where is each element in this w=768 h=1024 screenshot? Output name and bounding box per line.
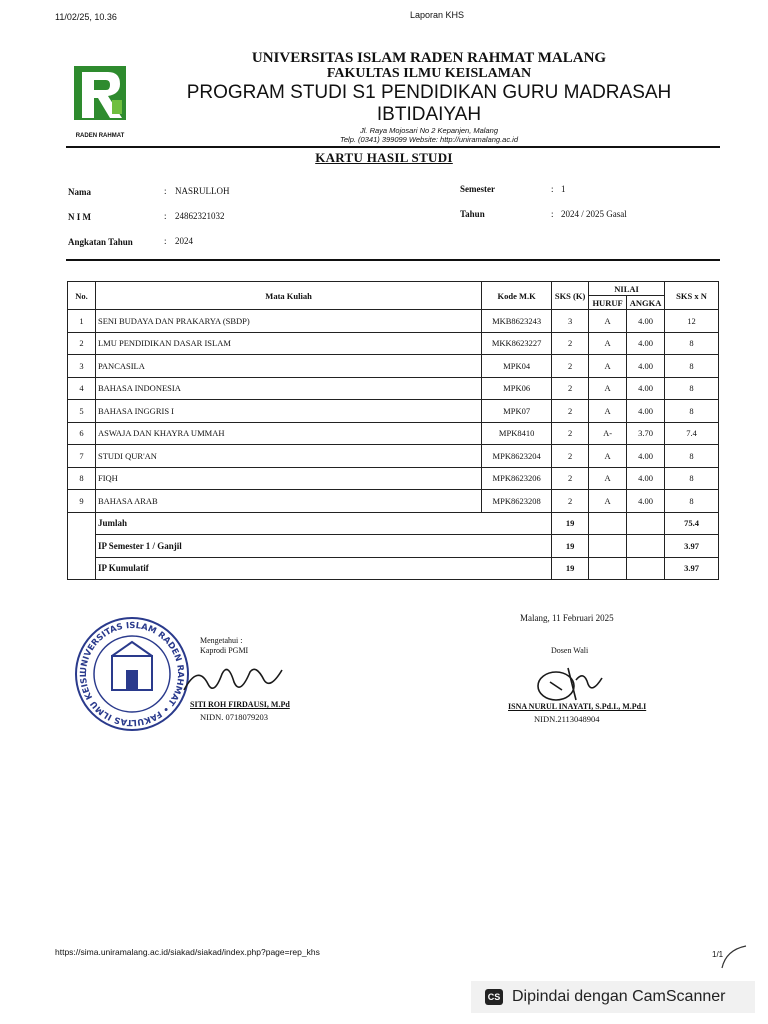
header-kode: Kode M.K	[482, 282, 552, 310]
summary-sks: 19	[552, 557, 589, 580]
row-no: 2	[68, 332, 96, 355]
row-kode: MPK07	[482, 400, 552, 423]
row-angka: 4.00	[627, 310, 665, 333]
dosen-wali-name: ISNA NURUL INAYATI, S.Pd.I., M.Pd.I	[508, 702, 647, 711]
row-huruf: A	[589, 377, 627, 400]
row-no: 4	[68, 377, 96, 400]
nama-label: Nama	[68, 187, 91, 197]
row-sks: 2	[552, 377, 589, 400]
dosen-wali-nidn: NIDN.2113048904	[534, 714, 600, 724]
mengetahui-label: Mengetahui :	[200, 636, 243, 645]
row-huruf: A	[589, 355, 627, 378]
summary-value: 3.97	[665, 557, 719, 580]
row-sks: 2	[552, 400, 589, 423]
row-sks: 2	[552, 467, 589, 490]
camscanner-badge	[471, 981, 755, 1013]
tahun-value: 2024 / 2025 Gasal	[561, 209, 627, 219]
summary-sks: 19	[552, 512, 589, 535]
row-sksxn: 8	[665, 355, 719, 378]
summary-empty	[589, 512, 627, 535]
table-row	[68, 400, 719, 423]
summary-label: Jumlah	[95, 512, 551, 535]
row-sksxn: 8	[665, 445, 719, 468]
address: Jl. Raya Mojosari No 2 Kepanjen, Malang	[360, 126, 498, 135]
signature-left	[178, 660, 288, 700]
summary-row-ip-semester	[68, 535, 719, 558]
row-huruf: A	[589, 445, 627, 468]
row-angka: 4.00	[627, 490, 665, 513]
kaprodi-nidn: NIDN. 0718079203	[200, 712, 268, 722]
dosen-wali-label: Dosen Wali	[551, 646, 589, 655]
summary-label: IP Semester 1 / Ganjil	[95, 535, 551, 558]
header-nilai: NILAI	[589, 282, 665, 296]
header-sks: SKS (K)	[552, 282, 589, 310]
row-no: 6	[68, 422, 96, 445]
table-row	[68, 467, 719, 490]
row-angka: 3.70	[627, 422, 665, 445]
header-sksxn: SKS x N	[665, 282, 719, 310]
program-name-line2: IBTIDAIYAH	[376, 104, 482, 125]
row-angka: 4.00	[627, 355, 665, 378]
row-mata-kuliah: PANCASILA	[95, 355, 481, 378]
angkatan-sep: :	[164, 236, 167, 246]
row-sks: 2	[552, 422, 589, 445]
angkatan-value: 2024	[175, 236, 193, 246]
logo-caption: RADEN RAHMAT	[75, 133, 125, 139]
handwritten-mark-icon	[716, 944, 750, 970]
row-huruf: A	[589, 400, 627, 423]
city-date: Malang, 11 Februari 2025	[520, 613, 614, 623]
nim-label: N I M	[68, 212, 91, 222]
row-no: 5	[68, 400, 96, 423]
row-sks: 2	[552, 355, 589, 378]
page-number: 1/1	[712, 950, 724, 959]
semester-sep: :	[551, 184, 554, 194]
row-kode: MKB8623243	[482, 310, 552, 333]
stamp-text: UNIVERSITAS ISLAM RADEN RAHMAT • FAKULTAS ILMU KEISL	[78, 620, 186, 728]
row-kode: MPK8623204	[482, 445, 552, 468]
header-huruf: HURUF	[589, 296, 627, 310]
row-no: 8	[68, 467, 96, 490]
table-row	[68, 310, 719, 333]
summary-row-ip-kumulatif	[68, 557, 719, 580]
semester-value: 1	[561, 184, 566, 194]
summary-empty	[589, 535, 627, 558]
row-kode: MPK8410	[482, 422, 552, 445]
row-angka: 4.00	[627, 467, 665, 490]
row-angka: 4.00	[627, 332, 665, 355]
tahun-sep: :	[551, 209, 554, 219]
table-row	[68, 355, 719, 378]
row-sks: 3	[552, 310, 589, 333]
row-sksxn: 8	[665, 332, 719, 355]
row-mata-kuliah: FIQH	[95, 467, 481, 490]
row-mata-kuliah: LMU PENDIDIKAN DASAR ISLAM	[95, 332, 481, 355]
summary-empty	[627, 512, 665, 535]
header-no: No.	[68, 282, 96, 310]
program-name-line1: PROGRAM STUDI S1 PENDIDIKAN GURU MADRASAH	[186, 82, 672, 103]
table-row	[68, 490, 719, 513]
row-sks: 2	[552, 445, 589, 468]
row-kode: MKK8623227	[482, 332, 552, 355]
kaprodi-label: Kaprodi PGMI	[200, 646, 249, 655]
summary-blank	[68, 512, 96, 580]
summary-sks: 19	[552, 535, 589, 558]
row-sks: 2	[552, 490, 589, 513]
row-huruf: A-	[589, 422, 627, 445]
document-title: KARTU HASIL STUDI	[315, 150, 453, 165]
summary-empty	[627, 535, 665, 558]
row-sksxn: 7.4	[665, 422, 719, 445]
row-mata-kuliah: SENI BUDAYA DAN PRAKARYA (SBDP)	[95, 310, 481, 333]
info-divider	[66, 259, 720, 261]
camscanner-icon: CS	[485, 989, 503, 1005]
nim-sep: :	[164, 211, 167, 221]
summary-row-jumlah	[68, 512, 719, 535]
row-sksxn: 8	[665, 490, 719, 513]
table-row	[68, 422, 719, 445]
svg-text:UNIVERSITAS ISLAM RADEN RAHMAT	[70, 612, 185, 727]
camscanner-text: Dipindai dengan CamScanner	[512, 988, 726, 1005]
row-huruf: A	[589, 310, 627, 333]
row-no: 3	[68, 355, 96, 378]
summary-value: 3.97	[665, 535, 719, 558]
summary-empty	[589, 557, 627, 580]
row-angka: 4.00	[627, 377, 665, 400]
row-no: 7	[68, 445, 96, 468]
tahun-label: Tahun	[460, 209, 485, 219]
header-divider	[66, 146, 720, 148]
angkatan-label: Angkatan Tahun	[68, 237, 133, 247]
summary-empty	[627, 557, 665, 580]
row-no: 1	[68, 310, 96, 333]
university-name: UNIVERSITAS ISLAM RADEN RAHMAT MALANG	[251, 50, 607, 66]
table-row	[68, 377, 719, 400]
semester-label: Semester	[460, 184, 495, 194]
header-angka: ANGKA	[627, 296, 665, 310]
print-datetime: 11/02/25, 10.36	[55, 12, 117, 22]
row-angka: 4.00	[627, 400, 665, 423]
row-huruf: A	[589, 467, 627, 490]
row-angka: 4.00	[627, 445, 665, 468]
grades-table	[67, 281, 719, 580]
row-kode: MPK8623206	[482, 467, 552, 490]
summary-value: 75.4	[665, 512, 719, 535]
row-kode: MPK8623208	[482, 490, 552, 513]
row-huruf: A	[589, 490, 627, 513]
print-title: Laporan KHS	[410, 10, 465, 20]
faculty-name: FAKULTAS ILMU KEISLAMAN	[326, 66, 532, 81]
row-huruf: A	[589, 332, 627, 355]
page-url: https://sima.uniramalang.ac.id/siakad/siakad/index.php?page=rep_khs	[55, 947, 320, 957]
row-mata-kuliah: BAHASA INDONESIA	[95, 377, 481, 400]
row-mata-kuliah: BAHASA INGGRIS I	[95, 400, 481, 423]
row-sksxn: 8	[665, 400, 719, 423]
row-mata-kuliah: BAHASA ARAB	[95, 490, 481, 513]
row-sksxn: 8	[665, 377, 719, 400]
summary-label: IP Kumulatif	[95, 557, 551, 580]
row-mata-kuliah: STUDI QUR'AN	[95, 445, 481, 468]
row-sksxn: 8	[665, 467, 719, 490]
table-row	[68, 445, 719, 468]
contact-info: Telp. (0341) 399099 Website: http://uniramalang.ac.id	[339, 135, 519, 144]
nama-sep: :	[164, 186, 167, 196]
nama-value: NASRULLOH	[175, 186, 230, 196]
table-row	[68, 332, 719, 355]
row-kode: MPK06	[482, 377, 552, 400]
signature-right	[532, 660, 612, 704]
university-stamp	[70, 612, 194, 736]
kaprodi-name: SITI ROH FIRDAUSI, M.Pd	[190, 700, 290, 709]
row-sks: 2	[552, 332, 589, 355]
row-no: 9	[68, 490, 96, 513]
row-kode: MPK04	[482, 355, 552, 378]
row-mata-kuliah: ASWAJA DAN KHAYRA UMMAH	[95, 422, 481, 445]
header-mata-kuliah: Mata Kuliah	[95, 282, 481, 310]
nim-value: 24862321032	[175, 211, 225, 221]
row-sksxn: 12	[665, 310, 719, 333]
